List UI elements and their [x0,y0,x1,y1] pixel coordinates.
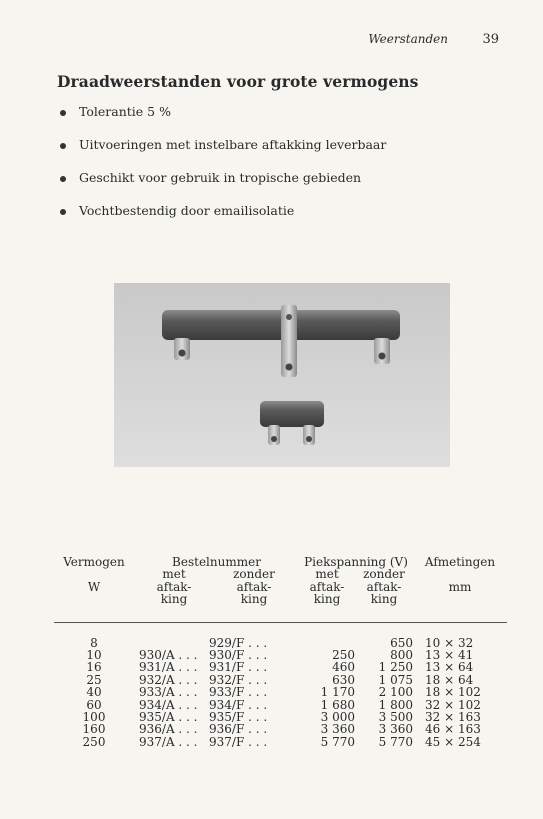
feature-item [60,203,386,236]
section-title: Weerstanden [368,32,448,46]
table-row: 8 929/F . . . 650 10 × 32 [90,635,474,650]
feature-text: Vochtbestendig door emailisolatie [79,203,295,218]
page-number: 39 [482,32,499,47]
bullet-icon [60,209,66,215]
table-row: 40 933/A . . . 933/F . . . 1 170 2 100 18 × 102 [86,685,481,700]
table-subheader-row [54,593,507,605]
bullet-icon [60,176,66,182]
table-row: 250 937/A . . . 937/F . . . 5 770 5 770 45 × 254 [82,734,481,749]
bullet-icon [60,110,66,116]
subheader-aftak: aftak- [309,579,345,594]
table-row: 16 931/A . . . 931/F . . . 460 1 250 13 × 64 [86,660,474,675]
table-row: 25 932/A . . . 932/F . . . 630 1 075 18 × 64 [86,672,474,687]
feature-item [60,170,386,203]
header-afmetingen-unit: mm [448,579,472,594]
table-subheader-row [54,581,507,593]
table-row: 160 936/A . . . 936/F . . . 3 360 3 360 46 × 163 [82,722,481,737]
header-vermogen: Vermogen [63,555,125,569]
specification-table [54,556,507,748]
feature-list [60,104,386,236]
header-afmetingen: Afmetingen [424,555,496,569]
header-piekspanning: Piekspanning (V) [304,555,408,569]
running-head [0,32,543,50]
resistor-photo [114,283,450,467]
header-rule [54,606,507,623]
table-row: 10 930/A . . . 930/F . . . 250 800 13 × 41 [86,648,474,663]
table-row: 60 934/A . . . 934/F . . . 1 680 1 800 32 × 102 [86,697,481,712]
feature-text: Tolerantie 5 % [79,104,171,119]
subheader-aftak: aftak- [156,579,192,594]
subheader-aftak: aftak- [366,579,402,594]
table-subheader-row [54,568,507,580]
feature-item [60,137,386,170]
header-vermogen-unit: W [87,579,101,594]
feature-item [60,104,386,137]
subheader-aftak: aftak- [236,579,272,594]
feature-text: Geschikt voor gebruik in tropische gebieden [79,170,362,185]
subheader-king: king [313,592,341,607]
page-title: Draadweerstanden voor grote vermogens [57,72,419,91]
table-row: 100 935/A . . . 935/F . . . 3 000 3 500 32 × 163 [82,710,481,725]
subheader-king: king [370,592,398,607]
subheader-zonder: zonder [363,567,405,582]
bullet-icon [60,143,66,149]
subheader-met: met [162,567,186,582]
subheader-king: king [240,592,268,607]
subheader-met: met [315,567,339,582]
table-header-row [54,556,507,568]
subheader-king: king [160,592,188,607]
subheader-zonder: zonder [233,567,275,582]
feature-text: Uitvoeringen met instelbare aftakking leverbaar [79,137,387,152]
header-bestelnummer: Bestelnummer [172,555,261,569]
